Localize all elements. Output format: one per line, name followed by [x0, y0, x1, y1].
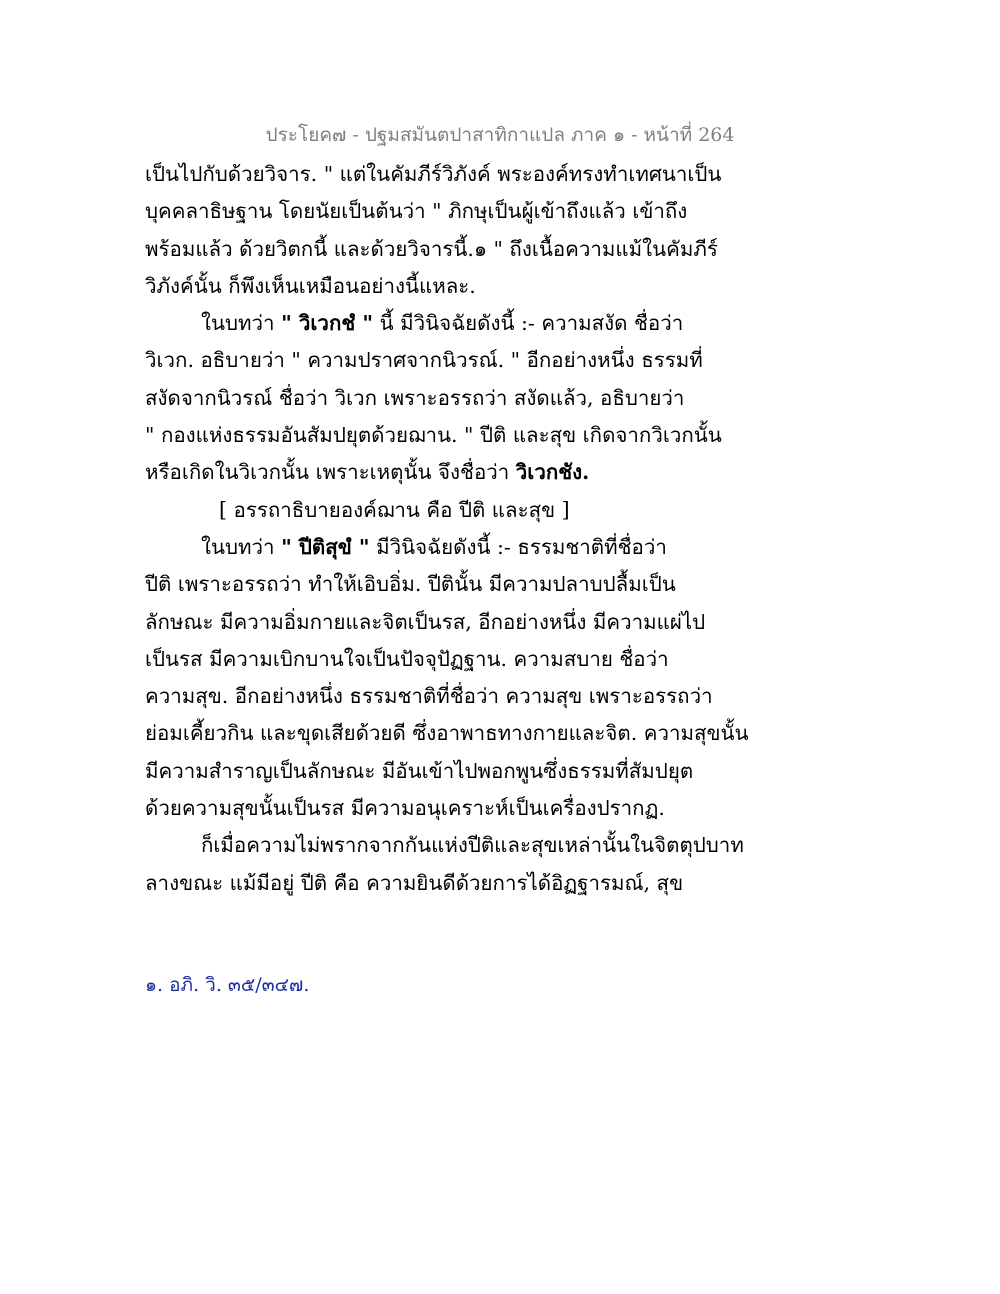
- text-run: ในบทว่า: [201, 534, 282, 559]
- text-line: ลักษณะ มีความอิ่มกายและจิตเป็นรส, อีกอย่างหนึ่ง มีความแผ่ไป: [145, 609, 706, 634]
- paragraph-start: ก็เมื่อความไม่พรากจากกันแห่งปีติและสุขเหล่านั้นในจิตตุปบาท: [201, 833, 744, 858]
- paragraph-start-pitisukha: [145, 529, 765, 566]
- text-line: บุคคลาธิษฐาน โดยนัยเป็นต้นว่า " ภิกษุเป็นผู้เข้าถึงแล้ว เข้าถึง: [145, 199, 688, 224]
- text-line: มีความสำราญเป็นลักษณะ มีอันเข้าไปพอกพูนซึ่งธรรมที่สัมปยุต: [145, 758, 694, 783]
- text-line: เป็นรส มีความเบิกบานใจเป็นปัจจุปัฏฐาน. ความสบาย ชื่อว่า: [145, 646, 669, 671]
- text-line: วิเวก. อธิบายว่า " ความปราศจากนิวรณ์. " อีกอย่างหนึ่ง ธรรมที่: [145, 348, 703, 373]
- header-separator: -: [631, 124, 638, 146]
- footnote: ๑. อภิ. วิ. ๓๕/๓๔๗.: [145, 974, 310, 996]
- text-line: [145, 454, 765, 491]
- term-pitisukham: " ปีติสุขํ ": [281, 534, 370, 559]
- text-line: สงัดจากนิวรณ์ ชื่อว่า วิเวก เพราะอรรถว่า สงัดแล้ว, อธิบายว่า: [145, 385, 685, 410]
- text-run: นี้ มีวินิจฉัยดังนี้ :- ความสงัด ชื่อว่า: [373, 311, 684, 336]
- text-line: ย่อมเคี้ยวกิน และขุดเสียด้วยดี ซึ่งอาพาธทางกายและจิต. ความสุขนั้น: [145, 721, 749, 746]
- text-line: วิภังค์นั้น ก็พึงเห็นเหมือนอย่างนี้แหละ.: [145, 273, 476, 298]
- term-vivekajang: วิเวกชัง.: [515, 460, 590, 485]
- section-heading: [ อรรถาธิบายองค์ฌาน คือ ปีติ และสุข ]: [219, 497, 570, 522]
- text-line: ด้วยความสุขนั้นเป็นรส มีความอนุเคราะห์เป็นเครื่องปรากฏ.: [145, 796, 665, 821]
- text-run: มีวินิจฉัยดังนี้ :- ธรรมชาติที่ชื่อว่า: [369, 534, 667, 559]
- text-line: ลางขณะ แม้มีอยู่ ปีติ คือ ความยินดีด้วยการได้อิฏฐารมณ์, สุข: [145, 870, 684, 895]
- page-number: หน้าที่ 264: [643, 124, 735, 146]
- paragraph-start-viveka: [145, 305, 765, 342]
- header-title: ประโยค๗ - ปฐมสมันตปาสาทิกาแปล ภาค ๑: [265, 124, 626, 146]
- text-line: ปีติ เพราะอรรถว่า ทำให้เอิบอิ่ม. ปีตินั้น มีความปลาบปลื้มเป็น: [145, 572, 676, 597]
- text-line: พร้อมแล้ว ด้วยวิตกนี้ และด้วยวิจารนี้.๑ " ถึงเนื้อความแม้ในคัมภีร์: [145, 236, 718, 261]
- text-run: ในบทว่า: [201, 311, 282, 336]
- term-vivekajam: " วิเวกชํ ": [281, 311, 374, 336]
- body-text: [145, 156, 765, 902]
- text-line: " กองแห่งธรรมอันสัมปยุตด้วยฌาน. " ปีติ และสุข เกิดจากวิเวกนั้น: [145, 423, 722, 448]
- text-line: เป็นไปกับด้วยวิจาร. " แต่ในคัมภีร์วิภังค์ พระองค์ทรงทำเทศนาเป็น: [145, 162, 722, 186]
- text-run: หรือเกิดในวิเวกนั้น เพราะเหตุนั้น จึงชื่อว่า: [145, 460, 516, 485]
- text-line: ความสุข. อีกอย่างหนึ่ง ธรรมชาติที่ชื่อว่า ความสุข เพราะอรรถว่า: [145, 684, 713, 709]
- running-header: [0, 120, 1000, 150]
